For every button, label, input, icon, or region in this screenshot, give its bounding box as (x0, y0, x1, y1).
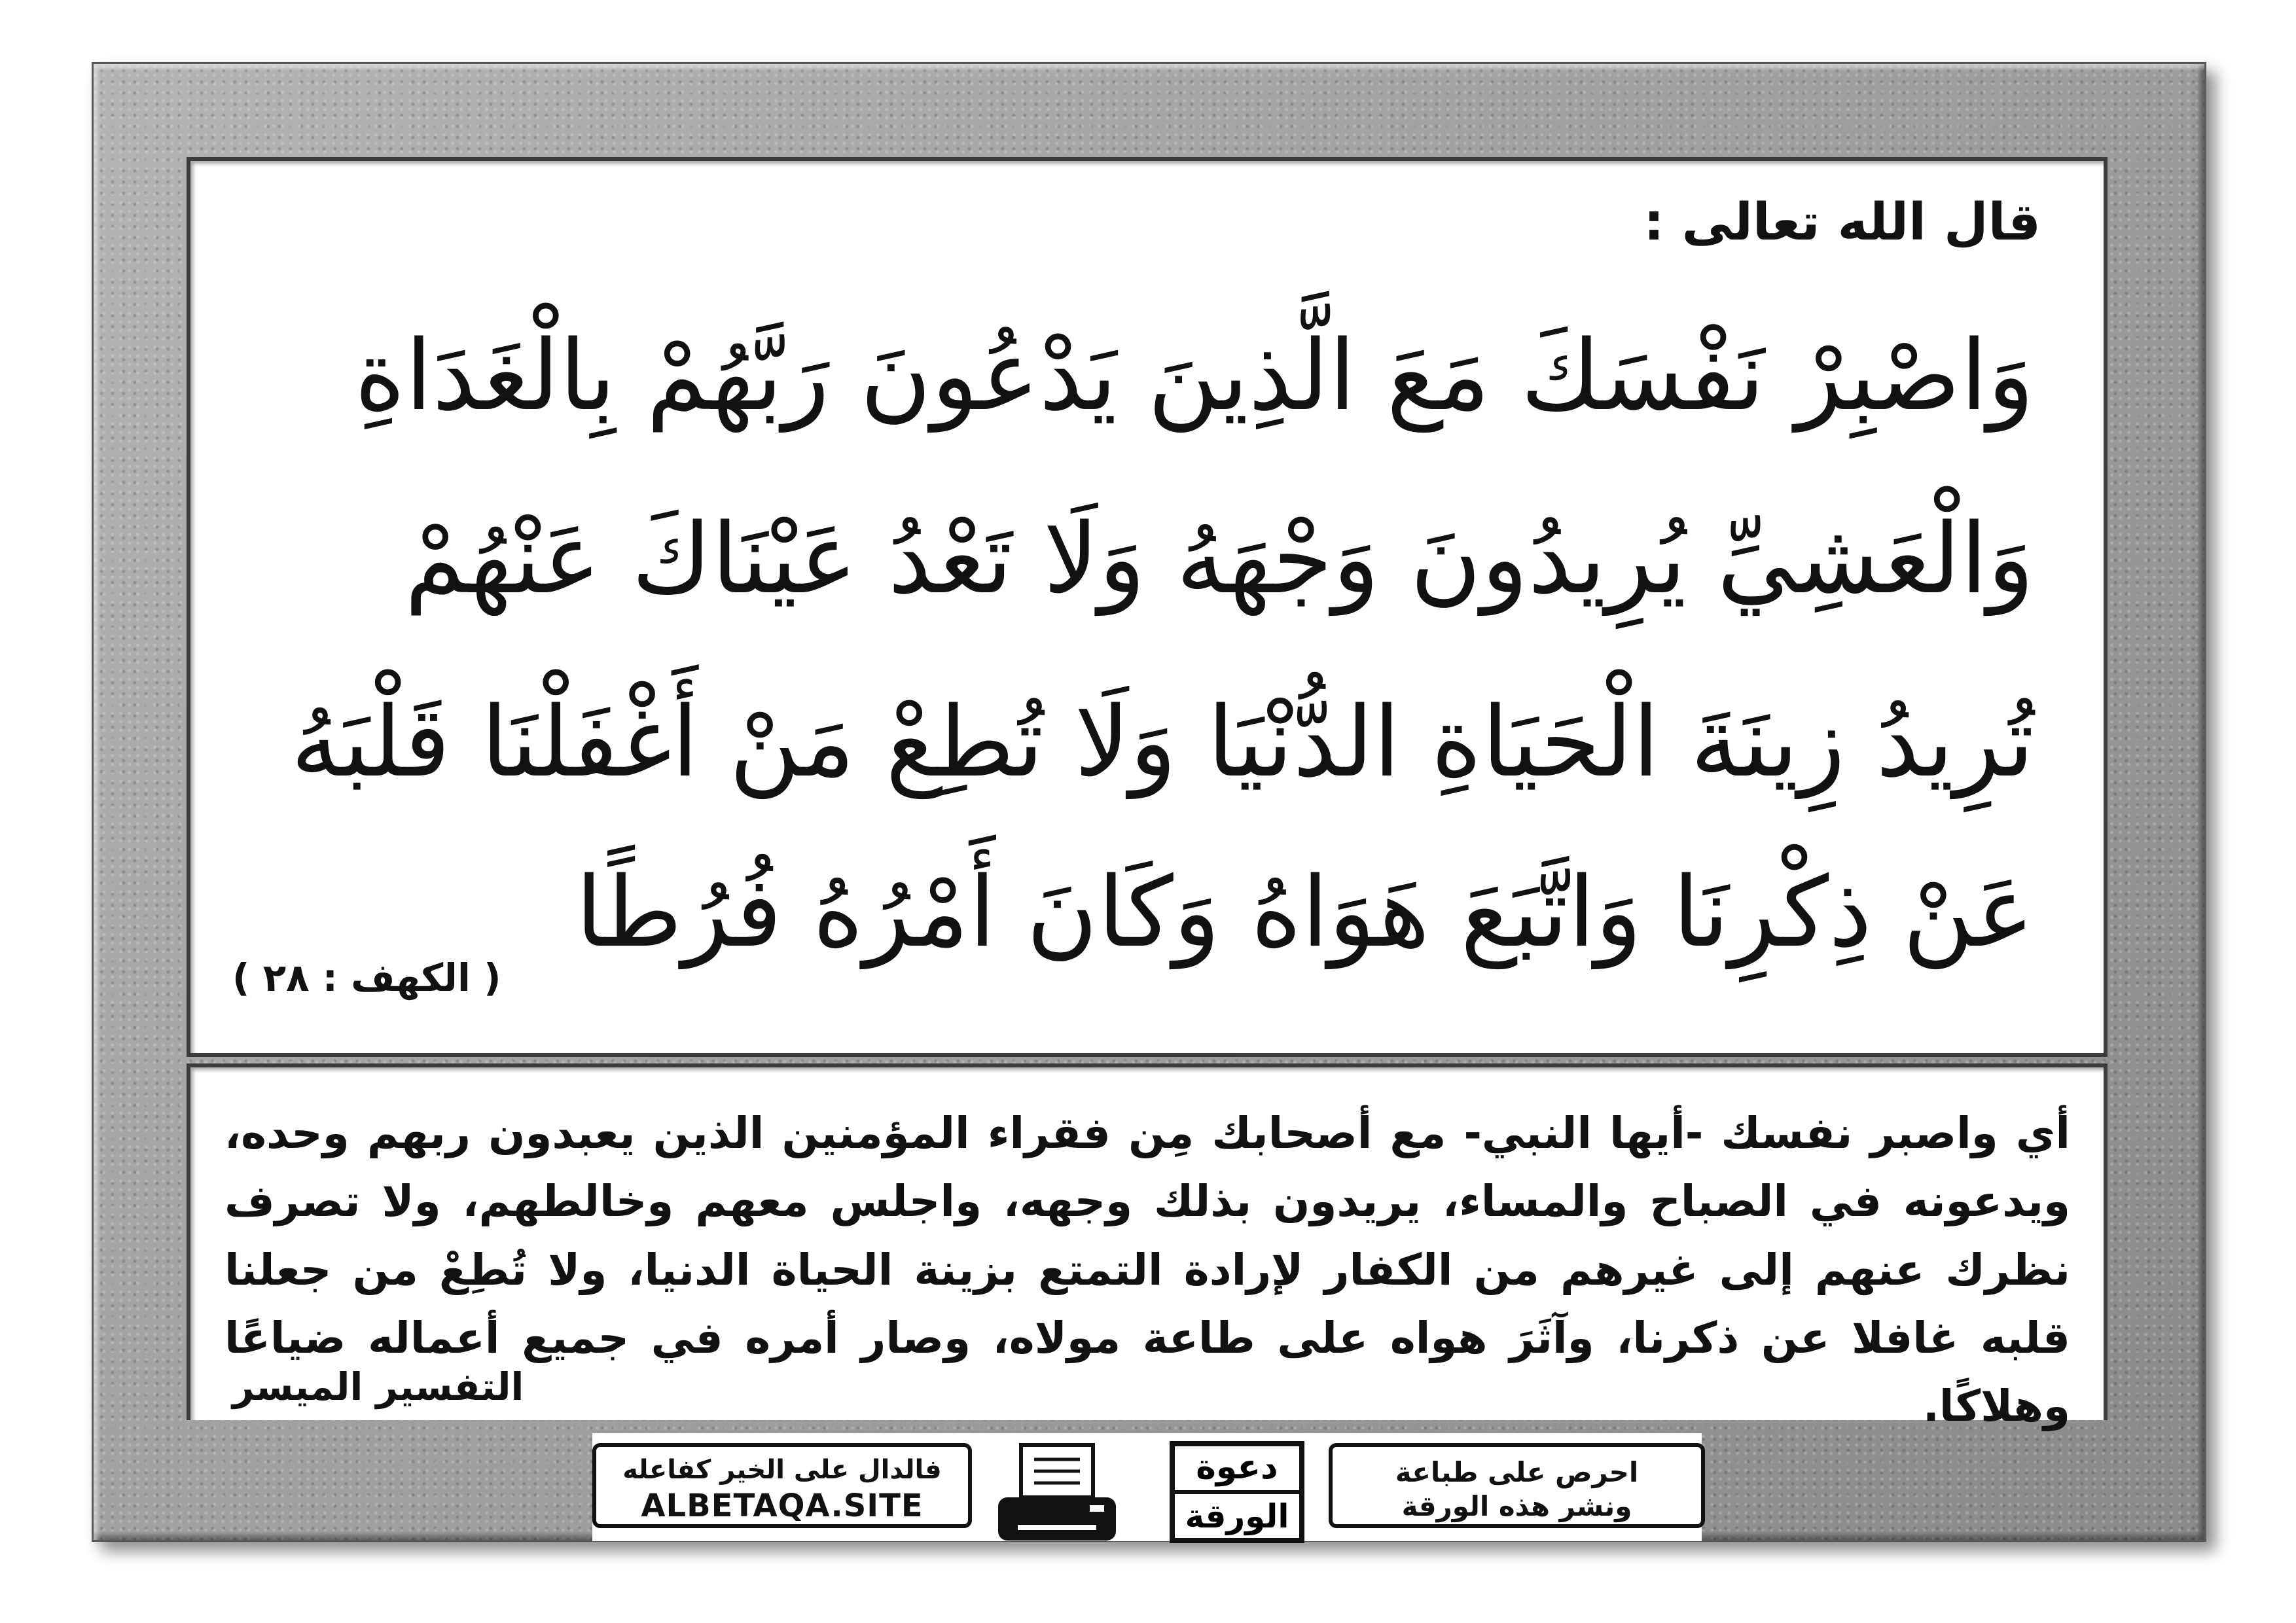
logo-word-2: الورقة (1185, 1497, 1289, 1535)
tafsir-text: أي واصبر نفسك -أيها النبي- مع أصحابك مِن فقراء المؤمنين الذين يعبدون ربهم وحده، ويدعونه في الصباح والمساء، يريدون بذلك وجهه، واجلس معهم وخالطهم، ولا تصرف نظرك عنهم إلى غيرهم من الكفار لإرادة التمتع بزينة الحياة الدنيا، ولا تُطِعْ من جعلنا قلبه غافلا عن ذكرنا، وآثَرَ هواه على طاعة مولاه، وصار أمره في جميع أعماله ضياعًا وهلاكًا. (224, 1108, 2070, 1432)
verse-line-2: وَالْعَشِيِّ يُرِيدُونَ وَجْهَهُ وَلَا تَعْدُ عَيْنَاكَ عَنْهُمْ (404, 503, 2034, 615)
print-note-line-2: ونشر هذه الورقة (1401, 1490, 1632, 1522)
tafsir-source: التفسير الميسر (232, 1364, 524, 1409)
print-note-line-1: احرص على طباعة (1395, 1456, 1639, 1488)
site-slogan: فالدال على الخير كفاعله (622, 1455, 942, 1485)
site-url[interactable]: ALBETAQA.SITE (641, 1488, 924, 1524)
verse-line-4: عَنْ ذِكْرِنَا وَاتَّبَعَ هَوَاهُ وَكَانَ أَمْرُهُ فُرُطًا (575, 856, 2034, 969)
verse-reference: ( الكهف : ٢٨ ) (232, 955, 501, 1000)
verse-line-1: وَاصْبِرْ نَفْسَكَ مَعَ الَّذِينَ يَدْعُونَ رَبَّهُمْ بِالْغَدَاةِ (354, 319, 2034, 432)
logo (1168, 1440, 1306, 1544)
logo-word-1: دعوة (1196, 1448, 1278, 1487)
printer-icon (992, 1440, 1122, 1544)
site-box[interactable] (592, 1443, 972, 1528)
verse-line-3: تُرِيدُ زِينَةَ الْحَيَاةِ الدُّنْيَا وَلَا تُطِعْ مَنْ أَغْفَلْنَا قَلْبَهُ (291, 686, 2034, 798)
page-title: قال الله تعالى : (1643, 193, 2041, 252)
print-note-box (1329, 1443, 1705, 1528)
